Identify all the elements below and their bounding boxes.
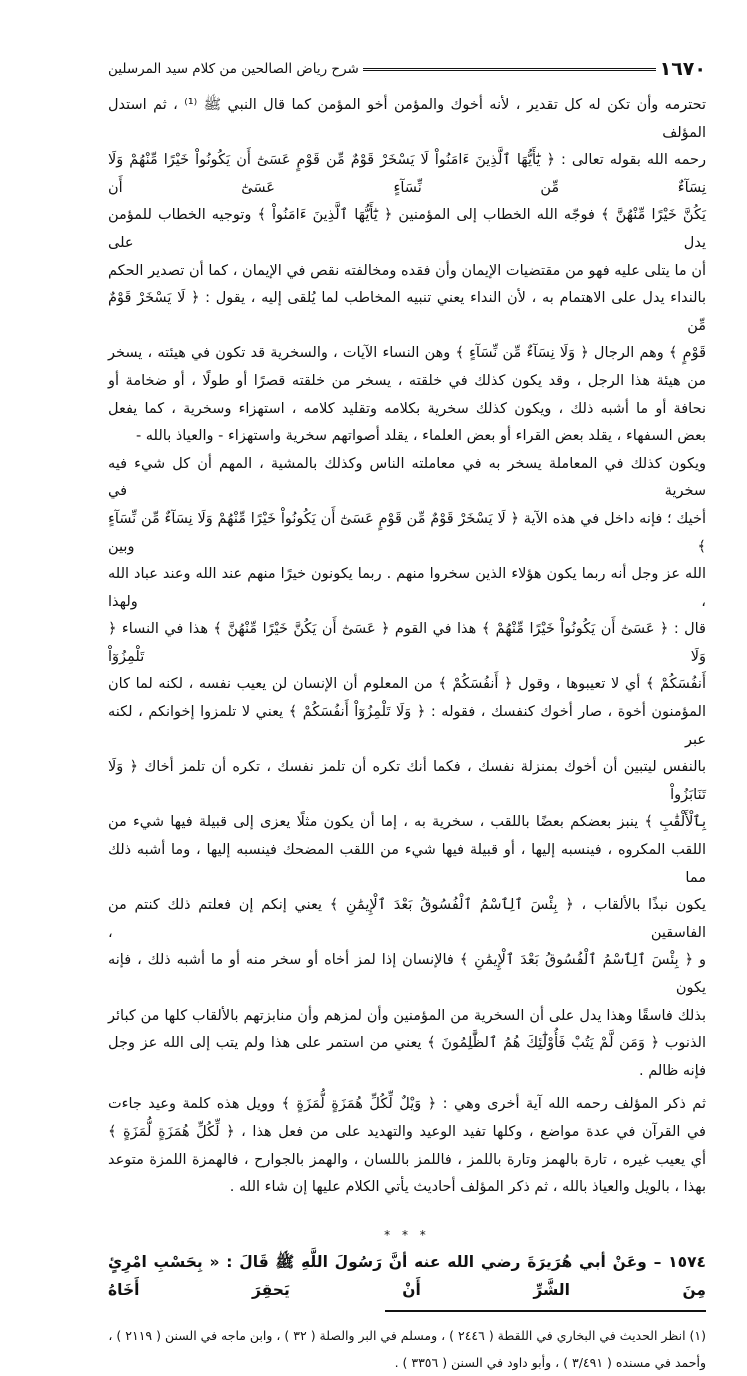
body-text-line: بِٱلْأَلْقَٰبِ ﴾ ينبز بعضكم بعضًا باللقب ، سخرية به ، إما أن يكون مثلًا يعزى إلى قبيلة فيها شيء من: [108, 814, 706, 831]
body-text-line: الله عز وجل أنه ربما يكون هؤلاء الذين سخروا منهم . ربما يكونون خيرًا منهم عند الله وعند عباد الله ، ولهذا: [108, 566, 706, 610]
body-text-line: في القرآن في عدة مواضع ، وكلها تفيد الوعيد والتهديد على من فعل هذا ، ﴿ لِّكُلِّ هُمَزَةٍ لُّمَزَةٍ ﴾: [108, 1123, 706, 1140]
body-text-line: أي يعيب غيره ، تارة بالهمز وتارة باللمز ، فاللمز باللسان ، والهمز بالجوارح ، فالهمزة اللمزة متوعد: [108, 1151, 706, 1168]
footnote-line: وأحمد في مسنده ( ٣/٤٩١ ) ، وأبو داود في السنن ( ٣٣٥٦ ) .: [394, 1354, 706, 1370]
body-text-line: رحمه الله بقوله تعالى : ﴿ يَٰٓأَيُّهَا ٱلَّذِينَ ءَامَنُواْ لَا يَسْخَرْ قَوْمٌ مِّن قَوْمٍ عَسَىٰٓ أَن يَكُونُواْ خَيْرًا مِّنْهُمْ وَلَا نِسَآءٌ مِّن نِّسَآءٍ عَسَىٰٓ أَن: [108, 152, 706, 196]
header-rule: [363, 68, 656, 71]
page: [108, 0, 706, 1376]
body-text-line: أن ما يتلى عليه فهو من مقتضيات الإيمان وأن فقده ومخالفته نقص في الإيمان ، كما أن تصدير الحكم: [108, 262, 706, 279]
body-text-line: و ﴿ بِئْسَ ٱلِٱسْمُ ٱلْفُسُوقُ بَعْدَ ٱلْإِيمَٰنِ ﴾ فالإنسان إذا لمز أخاه أو سخر منه أو ما أشبه ذلك ، فإنه يكون: [108, 952, 706, 996]
body-text-line: بذلك فاسقًا وهذا يدل على أن السخرية من المؤمنين وأن لمزهم وأن منابزتهم بالألقاب كلها من كبائر: [108, 1007, 706, 1024]
body-text-line: يَكُنَّ خَيْرًا مِّنْهُنَّ ﴾ فوجّه الله الخطاب إلى المؤمنين ﴿ يَٰٓأَيُّهَا ٱلَّذِينَ ءَامَنُواْ ﴾ وتوجيه الخطاب للمؤمن يدل على: [108, 207, 706, 251]
section-separator: * * *: [384, 1227, 430, 1242]
body-text-line: اللقب المكروه ، فينسبه إليها ، أو قبيلة فيها شيء من اللقب المضحك فينسبه إليها ، وما أشبه ذلك مما: [108, 842, 706, 886]
body-text-line: ثم ذكر المؤلف رحمه الله آية أخرى وهي : ﴿ وَيْلٌ لِّكُلِّ هُمَزَةٍ لُّمَزَةٍ ﴾ وويل هذه كلمة وعيد جاءت: [108, 1096, 706, 1113]
body-text-line: بالنداء يدل على الاهتمام به ، لأن النداء يعني تنبيه المخاطب لما يُلقى إليه ، يقول : ﴿ لَا يَسْخَرْ قَوْمٌ مِّن: [108, 290, 706, 334]
body-text-line: تحترمه وأن تكن له كل تقدير ، لأنه أخوك والمؤمن أخو المؤمن كما قال النبي ﷺ ⁽¹⁾ ، ثم استدل المؤلف: [108, 97, 706, 141]
body-text-line: قَوْمٍ ﴾ وهم الرجال ﴿ وَلَا نِسَآءٌ مِّن نِّسَآءٍ ﴾ وهن النساء الآيات ، والسخرية قد تكون في هيئته ، يسخر: [108, 345, 706, 362]
page-header: [108, 56, 706, 82]
book-title: شرح رياض الصالحين من كلام سيد المرسلين: [108, 61, 359, 77]
body-text-line: نحافة أو ما أشبه ذلك ، ويكون كذلك سخرية بكلامه وتقليد كلامه ، استهزاء وسخرية ، كما يفعل: [108, 400, 706, 417]
body-text-line: قال : ﴿ عَسَىٰٓ أَن يَكُونُواْ خَيْرًا مِّنْهُمْ ﴾ هذا في القوم ﴿ عَسَىٰٓ أَن يَكُنَّ خَيْرًا مِّنْهُنَّ ﴾ هذا في النساء ﴿ وَلَا تَلْمِزُوٓاْ: [108, 621, 706, 665]
body-text-line: من هيئة هذا الرجل ، وقد يكون كذلك في خلقته ، يسخر من خلقته قصرًا أو طولًا ، أو ضخامة أو: [108, 372, 706, 389]
body-text-line: أَنفُسَكُمْ ﴾ أي لا تعيبوها ، وقول ﴿ أَنفُسَكُمْ ﴾ من المعلوم أن الإنسان لن يعيب نفسه ، لكنه لما كان: [108, 676, 706, 693]
footnote-rule: [385, 1310, 706, 1312]
body-text-line: أخيك ؛ فإنه داخل في هذه الآية ﴿ لَا يَسْخَرْ قَوْمٌ مِّن قَوْمٍ عَسَىٰٓ أَن يَكُونُواْ خَيْرًا مِّنْهُمْ وَلَا نِسَآءٌ مِّن نِّسَآءٍ ﴾ وبين: [108, 510, 706, 555]
body-text-line: بهذا ، بالويل والعياذ بالله ، ثم ذكر المؤلف أحاديث يأتي الكلام عليها إن شاء الله .: [229, 1179, 706, 1196]
page-number: ١٦٧٠: [659, 58, 706, 80]
body-text-line: بالنفس ليتبين أن أخوك بمنزلة نفسك ، فكما أنك تكره أن تلمز نفسك ، تكره أن تلمز أخاك ﴿ وَلَا تَنَابَزُواْ: [108, 759, 706, 803]
footnote-rule-wrap: [108, 1304, 706, 1320]
page-body: [108, 92, 706, 1202]
body-text-line: يكون نبذًا بالألقاب ، ﴿ بِئْسَ ٱلِٱسْمُ ٱلْفُسُوقُ بَعْدَ ٱلْإِيمَٰنِ ﴾ يعني إنكم إن فعلتم ذلك كنتم من الفاسقين ،: [108, 897, 706, 941]
body-text-line: بعض السفهاء ، يقلد بعض القراء أو بعض العلماء ، يقلد أصواتهم سخرية واستهزاء - والعياذ بالله -: [135, 428, 706, 445]
footnote-line: (١) انظر الحديث في البخاري في اللقطة ( ٢٤٤٦ ) ، ومسلم في البر والصلة ( ٣٢ ) ، وابن ماجه في السنن ( ٢١١٩ ) ،: [108, 1327, 706, 1343]
hadith-text: ١٥٧٤ – وعَنْ أبي هُرَيرَةَ رضي الله عنه أنَّ رَسُولَ اللَّهِ ﷺ قَالَ : « بِحَسْبِ امْرِئٍ مِنَ الشَّرِّ أَنْ يَحقِرَ أَخَاهُ: [108, 1252, 706, 1299]
footnotes: [108, 1322, 706, 1376]
body-text-line: ويكون كذلك في المعاملة يسخر به في معاملته الناس وكذلك بالمشية ، المهم أن كل شيء فيه سخرية في: [108, 455, 706, 500]
body-text-line: المؤمنون أخوة ، صار أخوك كنفسك ، فقوله : ﴿ وَلَا تَلْمِزُوٓاْ أَنفُسَكُمْ ﴾ يعني لا تلمزوا إخوانكم ، لكنه عبر: [108, 704, 706, 748]
body-text-line: الذنوب ﴿ وَمَن لَّمْ يَتُبْ فَأُوْلَٰٓئِكَ هُمُ ٱلظَّٰلِمُونَ ﴾ يعني من استمر على هذا ولم يتب إلى الله عز وجل فإنه ظالم .: [108, 1035, 706, 1079]
